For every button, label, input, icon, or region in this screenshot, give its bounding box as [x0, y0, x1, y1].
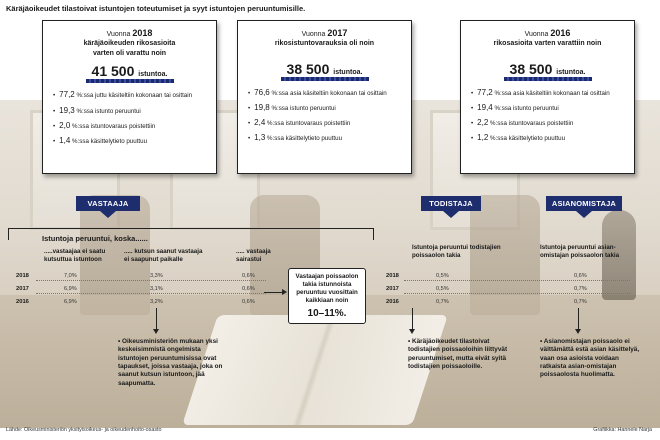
card-header: [248, 27, 401, 49]
card-2016: [460, 20, 635, 174]
value-cell: 0,6%: [242, 286, 255, 292]
card-line2: rikosasioita varten varattiin noin: [493, 40, 602, 48]
row-divider: [404, 280, 630, 281]
banner-vastaaja: VASTAAJA: [76, 196, 140, 211]
item-text: %:ssa istuntovaraus poistettiin: [267, 120, 351, 128]
card-2018: [42, 20, 217, 174]
col-header-2: ..... kutsun saanut vastaaja ei saapunut paikalle: [124, 248, 203, 263]
credit-text: Grafiikka: Hannele Narja: [593, 427, 652, 433]
value-cell: 0,7%: [574, 299, 587, 305]
value-cell: 0,6%: [242, 273, 255, 279]
col-header-1: .....vastaajaa ei saatu kutsuttua istuntoon: [44, 248, 106, 263]
card-unit: istuntoa.: [138, 71, 168, 79]
number-underline: [281, 77, 369, 81]
card-number-value: 38 500: [286, 60, 330, 77]
card-number: [53, 63, 206, 79]
list-item: [53, 133, 206, 148]
card-line1: Vuonna: [524, 31, 549, 38]
row-divider: [36, 280, 266, 281]
pct: 1,4: [59, 135, 71, 145]
note-todistaja: • Käräjäoikeudet tilastoivat todistajien poissaoloihin liittyvät peruuntumiset, mutta eivät syitä todistajien poissaoloille.: [408, 338, 512, 371]
list-item: [248, 100, 401, 115]
value-cell: 0,6%: [574, 273, 587, 279]
item-text: %:ssa käsittelytieto puuttuu: [490, 135, 566, 143]
col-header-3: ..... vastaaja sairastui: [236, 248, 271, 263]
pct: 2,2: [477, 118, 489, 128]
value-cell: 6,9%: [64, 286, 77, 292]
list-item: [53, 87, 206, 102]
source-text: Lähde: Oikeusministeriön yksityisoikeus- ja oikeudenhoito-osasto: [6, 427, 162, 433]
arrow-right: [264, 292, 284, 293]
pct: 76,6: [254, 87, 270, 97]
list-item: [248, 85, 401, 100]
arrow-down: [412, 308, 413, 330]
card-line2: rikosistuntovarauksia oli noin: [274, 40, 375, 48]
callout-text: Vastaajan poissaolon takia istunnoista peruuntuu vuosittain kaikkiaan noin: [295, 273, 359, 305]
row-year: 2016: [386, 299, 399, 305]
item-text: %:ssa istuntovaraus poistettiin: [72, 122, 156, 130]
value-cell: 0,7%: [574, 286, 587, 292]
value-cell: 7,0%: [64, 273, 77, 279]
value-cell: 0,6%: [242, 299, 255, 305]
row-year: 2018: [386, 273, 399, 279]
row-divider: [36, 293, 266, 294]
arrow-down: [578, 308, 579, 330]
list-item: [471, 130, 624, 145]
value-cell: 0,5%: [436, 286, 449, 292]
item-text: %:ssa istunto peruuntui: [271, 105, 336, 113]
banner-asianomistaja: ASIANOMISTAJA: [546, 196, 622, 211]
value-cell: 6,9%: [64, 299, 77, 305]
card-list: [53, 87, 206, 148]
list-item: [248, 115, 401, 130]
number-underline: [504, 77, 592, 81]
pct: 19,3: [59, 105, 75, 115]
card-line1: Vuonna: [106, 31, 131, 38]
value-cell: 0,7%: [436, 299, 449, 305]
note-asianomistaja: • Asianomistajan poissaolo ei välttämättä estä asian käsittelyä, vaan osa asioista voidaan ratkaista asian-omistajan poissaolosta huolimatta.: [540, 338, 644, 380]
card-year: 2016: [550, 28, 571, 38]
pct: 2,0: [59, 120, 71, 130]
card-unit: istuntoa.: [333, 68, 363, 76]
pct: 19,8: [254, 103, 270, 113]
row-year: 2018: [16, 273, 29, 279]
page-title: Käräjäoikeudet tilastoivat istuntojen toteutumiset ja syyt istuntojen peruuntumisille.: [6, 4, 306, 13]
todistaja-heading: Istuntoja peruuntui todistajien poissaolon takia: [412, 244, 501, 259]
list-item: [248, 130, 401, 145]
value-cell: 3,2%: [150, 299, 163, 305]
callout-value: 10–11%.: [307, 308, 347, 320]
item-text: %:ssa juttu käsiteltiin kokonaan tai osittain: [76, 92, 193, 100]
row-year: 2017: [16, 286, 29, 292]
card-header: [471, 27, 624, 49]
summary-callout: [288, 268, 366, 324]
banner-todistaja: TODISTAJA: [421, 196, 481, 211]
list-item: [53, 103, 206, 118]
item-text: %:ssa istuntovaraus poistettiin: [490, 120, 574, 128]
note-vastaaja: • Oikeusministeriön mukaan yksi keskeisimmistä ongelmista istuntojen peruuntumisissa ovat tapaukset, joissa vastaaja, joka on saanut kutsun istuntoon, jää saapumatta.: [118, 338, 228, 388]
value-cell: 3,1%: [150, 286, 163, 292]
asianomistaja-heading: Istuntoja peruuntui asian-omistajan poissaolon takia: [540, 244, 620, 259]
item-text: %:ssa asia käsiteltiin kokonaan tai osittain: [271, 89, 387, 97]
card-list: [471, 85, 624, 146]
card-number: [471, 61, 624, 77]
item-text: %:ssa käsittelytieto puuttuu: [72, 137, 148, 145]
pct: 1,2: [477, 133, 489, 143]
card-list: [248, 85, 401, 146]
list-item: [471, 100, 624, 115]
card-line1: Vuonna: [301, 31, 326, 38]
value-cell: 0,5%: [436, 273, 449, 279]
card-line3: varten oli varattu noin: [92, 49, 167, 57]
item-text: %:ssa istunto peruuntui: [76, 107, 141, 115]
pct: 2,4: [254, 118, 266, 128]
list-item: [471, 115, 624, 130]
value-cell: 3,3%: [150, 273, 163, 279]
row-year: 2017: [386, 286, 399, 292]
card-number-value: 41 500: [91, 63, 135, 80]
row-year: 2016: [16, 299, 29, 305]
item-text: %:ssa käsittelytieto puuttuu: [267, 135, 343, 143]
list-item: [53, 118, 206, 133]
arrow-down: [156, 308, 157, 330]
pct: 77,2: [59, 90, 75, 100]
card-2017: [237, 20, 412, 174]
item-text: %:ssa istunto peruuntui: [494, 105, 559, 113]
card-line2: käräjäoikeuden rikosasioita: [83, 40, 176, 48]
vastaaja-heading: Istuntoja peruuntui, koska......: [42, 234, 148, 243]
card-header: [53, 27, 206, 58]
item-text: %:ssa asia käsiteltiin kokonaan tai osittain: [494, 89, 610, 97]
pct: 1,3: [254, 133, 266, 143]
card-year: 2017: [327, 28, 348, 38]
card-year: 2018: [132, 28, 153, 38]
card-number-value: 38 500: [509, 60, 553, 77]
list-item: [471, 85, 624, 100]
number-underline: [86, 79, 174, 83]
pct: 77,2: [477, 87, 493, 97]
row-divider: [404, 293, 630, 294]
card-unit: istuntoa.: [556, 68, 586, 76]
pct: 19,4: [477, 103, 493, 113]
card-number: [248, 61, 401, 77]
